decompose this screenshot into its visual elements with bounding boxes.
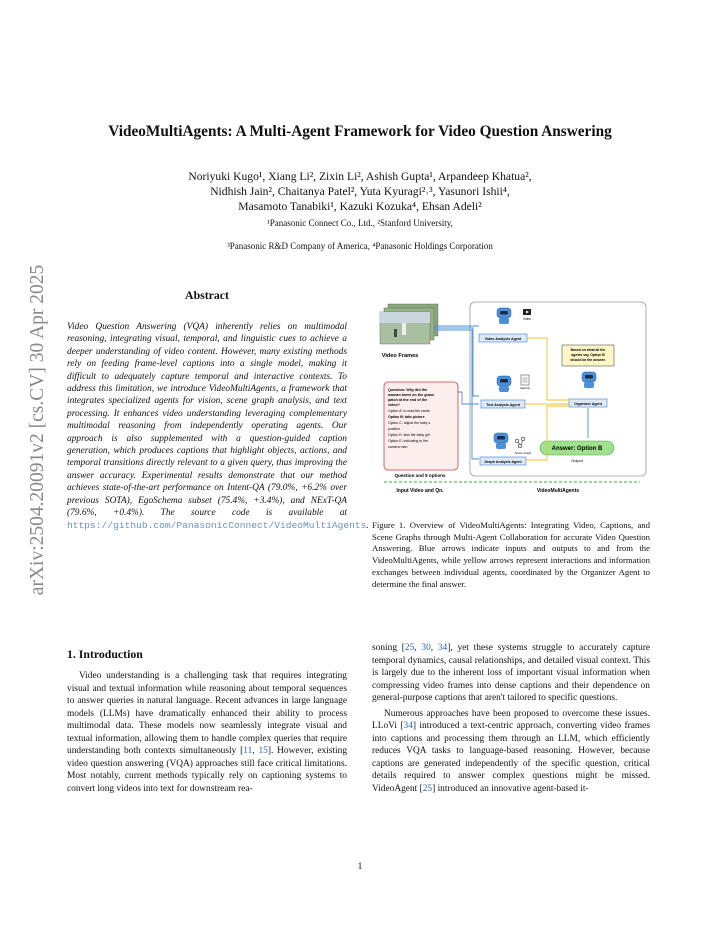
abstract-end: . bbox=[366, 520, 369, 531]
arxiv-sidebar bbox=[8, 190, 68, 670]
question-line-4: video? bbox=[388, 403, 400, 407]
author-list bbox=[100, 169, 620, 214]
abstract-body: Video Question Answering (VQA) inherently relies on multimodal reasoning, integrating visual, temporal, and linguistic cues to achieve a deeper understanding of video content. However, many existing methods rely on feeding frame-level captions into a single model, making it difficult to adequately capture temporal and interactive contexts. To address this limitation, we introduce VideoMultiAgents, a framework that integrates specialized agents for vision, scene graph analysis, and text processing. It enhances video understanding leveraging complementary multimodal reasoning from independently operating agents. Our approach is also supplemented with a question-guided caption generation, which produces captions that highlight objects, actions, and temporal transitions directly relevant to a given query, thus improving the answer accuracy. Experimental results demonstrate that our method achieves state-of-the-art performance on Intent-QA (79.0%, +6.2% over previous SOTA), EgoSchema subset (75.4%, +3.4%), and NExT-QA (79.6%, +0.4%). The source code is available at bbox=[67, 322, 347, 519]
question-line-3: patch at the end of the bbox=[388, 398, 428, 402]
organizer-robot-icon bbox=[582, 372, 596, 388]
option-e: Option E: indicating to the bbox=[388, 439, 429, 443]
scene-graph-label: Scene Graph bbox=[514, 451, 532, 455]
speech-line-2: agents say, Option B bbox=[571, 353, 605, 357]
introduction-heading: 1. Introduction bbox=[67, 647, 143, 661]
abstract-heading: Abstract bbox=[185, 288, 229, 302]
citation-link[interactable]: 30 bbox=[421, 643, 431, 653]
answer-label: Answer: Option B bbox=[551, 446, 603, 452]
text-analysis-agent-label: Text Analysis Agent bbox=[486, 403, 520, 407]
citation-link[interactable]: 25 bbox=[404, 643, 415, 653]
graph-agent-robot-icon bbox=[494, 433, 508, 449]
intro-paragraph-2: soning [25, 30, 34], yet these systems struggle to accurately capture temporal dynamics, causal relationships, and detailed visual context. This is largely due to the inherent loss of important visual information when compressing video frames into dense captions and their dependence on general-purpose captions that aren't tailored to specific questions. bbox=[372, 643, 651, 703]
affiliation-line-1: ¹Panasonic Connect Co., Ltd., ²Stanford University, bbox=[267, 218, 453, 228]
question-line-2: woman kneel on the grass bbox=[388, 393, 435, 397]
authors-line-3: Masamoto Tanabiki¹, Kazuki Kozuka⁴, Ehsan Adeli² bbox=[238, 200, 482, 213]
citation-link[interactable]: 34 bbox=[403, 721, 413, 731]
option-c: Option C: adjust the baby s bbox=[388, 421, 431, 425]
video-frames-label: Video Frames bbox=[381, 353, 419, 359]
input-label: Input Video and Qn. bbox=[396, 488, 444, 494]
video-agent-robot-icon bbox=[497, 308, 511, 324]
intro-paragraph-1: Video understanding is a challenging task that requires integrating visual and textual information while reasoning about temporal sequences to answer queries in natural language. Recent advances in large language models (LLMs) have dramatically enhanced their ability to process multimodal data. These models now seamlessly integrate visual and textual information, allowing them to handle complex queries that require understanding both contexts simultaneously [11, 15]. However, existing video question answering (VQA) approaches still face critical limitations. Most notably, current methods typically rely on captioning systems to convert long videos into text for downstream rea- bbox=[67, 671, 348, 794]
video-analysis-agent-label: Video Analysis Agent bbox=[484, 337, 522, 341]
organizer-agent-label: Organizer Agent bbox=[574, 402, 602, 406]
affiliation-line-2: ³Panasonic R&D Company of America, ⁴Panasonic Holdings Corporation bbox=[227, 241, 493, 251]
caption-icon-label: Caption bbox=[519, 386, 531, 390]
citation-link[interactable]: 11 bbox=[243, 746, 253, 756]
intro-column-left bbox=[67, 670, 347, 795]
speech-line-1: Based on what all the bbox=[570, 348, 606, 352]
option-e-cont: camera man bbox=[388, 445, 408, 449]
video-icon-label: Video bbox=[522, 317, 532, 321]
paper-title: VideoMultiAgents: A Multi-Agent Framework for Video Question Answering bbox=[108, 123, 612, 140]
framework-label: VideoMultiAgents bbox=[536, 488, 580, 494]
intro-column-right bbox=[372, 642, 650, 795]
figure-1-diagram bbox=[372, 296, 650, 502]
citation-link[interactable]: 34 bbox=[437, 643, 448, 653]
speech-line-3: should be the answer. bbox=[570, 358, 606, 362]
authors-line-2: Nidhish Jain², Chaitanya Patel², Yuta Kyuragi²˒³, Yasunori Ishii⁴, bbox=[210, 185, 510, 198]
option-c-cont: position bbox=[388, 427, 401, 431]
graph-analysis-agent-label: Graph Analysis Agent bbox=[484, 460, 522, 464]
authors-line-1: Noriyuki Kugo¹, Xiang Li², Zixin Li², Ashish Gupta¹, Arpandeep Khatua², bbox=[188, 170, 532, 183]
option-a: Option A: to read the cards bbox=[388, 409, 430, 413]
source-code-link[interactable]: https://github.com/PanasonicConnect/VideoMultiAgents bbox=[67, 519, 367, 531]
arxiv-identifier: arXiv:2504.20091v2 [cs.CV] 30 Apr 2025 bbox=[27, 264, 48, 596]
option-d: Option D: kiss the baby girl bbox=[388, 433, 430, 437]
page-number: 1 bbox=[357, 862, 363, 872]
abstract-text bbox=[67, 321, 369, 532]
citation-link[interactable]: 15 bbox=[258, 746, 268, 756]
video-frames-stack bbox=[380, 304, 438, 344]
text-agent-robot-icon bbox=[497, 376, 511, 392]
question-caption: Question and 5 options bbox=[394, 473, 446, 478]
option-b: Option B: take picture bbox=[388, 415, 425, 419]
citation-link[interactable]: 25 bbox=[422, 783, 433, 794]
output-label: Output bbox=[571, 459, 583, 463]
question-line-1: Question: Why did the bbox=[388, 388, 428, 392]
figure-1-caption: Figure 1. Overview of VideoMultiAgents: Integrating Video, Captions, and Scene Graphs through Multi-Agent Collaboration for accurate Video Question Answering. Blue arrows indicate inputs and outputs to and from the VideoMultiAgents, while yellow arrows represent interactions and information exchanges between individual agents, coordinated by the Organizer Agent to determine the final answer. bbox=[372, 520, 650, 589]
intro-paragraph-3: Numerous approaches have been proposed to overcome these issues. LLoVi [34] introduced a text-centric approach, converting video frames into captions and processing them through an LLM, which efficiently reduces VQA tasks to language-based reasoning. However, because captions are generated independently of the specific question, critical details required to answer complex questions might be missed. VideoAgent [25] introduced an innovative agent-based it- bbox=[372, 708, 650, 794]
